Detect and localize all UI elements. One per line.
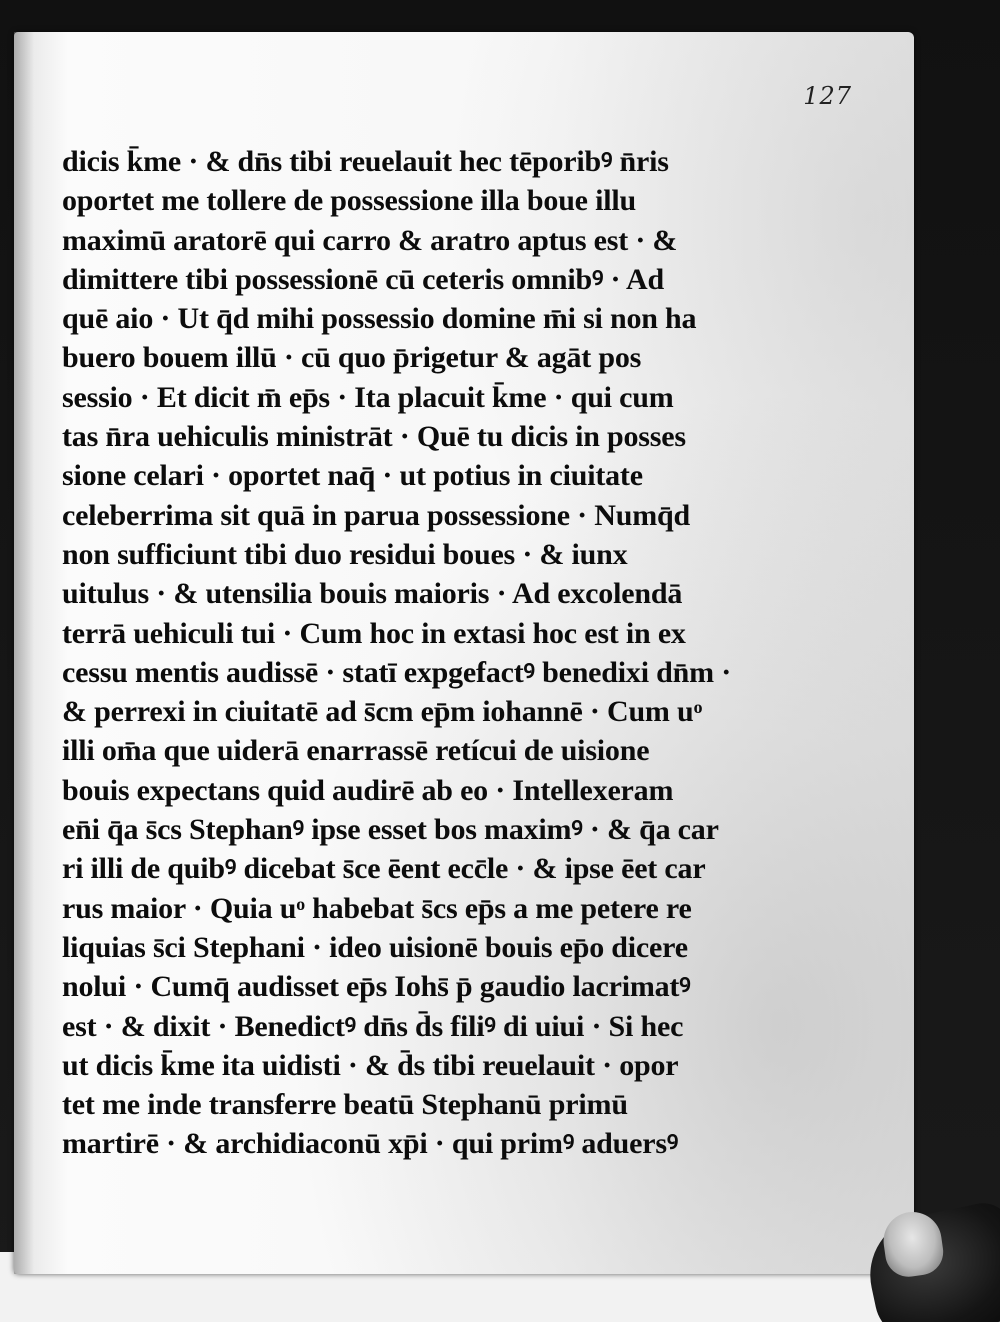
manuscript-line: uitulus · & utensilia bouis maioris · Ad excolendā [62, 577, 683, 611]
manuscript-line: cessu mentis audissē · statī expgefactꝰ benedixi dn̄m · [62, 655, 732, 689]
folio-number: 127 [803, 82, 852, 110]
manuscript-line: bouis expectans quid audirē ab eo · Intellexeram [62, 773, 674, 807]
manuscript-line: & perrexi in ciuitatē ad s̄cm ep̄m iohannē · Cum uͦ [62, 695, 703, 729]
manuscript-page [14, 32, 914, 1274]
manuscript-line: en̄i q̄a s̄cs Stephanꝰ ipse esset bos maximꝰ · & q̄a car [62, 813, 719, 847]
manuscript-line: celeberrima sit quā in parua possessione · Numq̄d [62, 498, 690, 532]
manuscript-line: martirē · & archidiaconū xp̄i · qui primꝰ aduersꝰ [62, 1127, 679, 1161]
manuscript-line: oportet me tollere de possessione illa boue illu [62, 184, 636, 218]
manuscript-line: dimittere tibi possessionē cū ceteris omnibꝰ · Ad [62, 262, 664, 296]
manuscript-line: nolui · Cumq̄ audisset ep̄s Iohs̄ p̄ gaudio lacrimatꝰ [62, 970, 691, 1004]
page-spine-shadow [14, 32, 34, 1274]
manuscript-line: dicis k̄me · & dn̄s tibi reuelauit hec tēporibꝰ n̄ris [62, 145, 669, 178]
manuscript-line: sione celari · oportet naq̄ · ut potius in ciuitate [62, 459, 643, 493]
manuscript-line: illi om̄a que uiderā enarrassē retícui de uisione [62, 734, 650, 768]
manuscript-line: ut dicis k̄me ita uidisti · & d̄s tibi reuelauit · opor [62, 1048, 679, 1082]
manuscript-line: liquias s̄ci Stephani · ideo uisionē bouis ep̄o dicere [62, 930, 688, 964]
manuscript-line: terrā uehiculi tui · Cum hoc in extasi hoc est in ex [62, 616, 686, 650]
manuscript-line: quē aio · Ut q̄d mihi possessio domine m̄i si non ha [62, 302, 697, 336]
manuscript-line: est · & dixit · Benedictꝰ dn̄s d̄s filiꝰ di uiui · Si hec [62, 1009, 684, 1043]
manuscript-line: tas n̄ra uehiculis ministrāt · Quē tu dicis in posses [62, 420, 686, 454]
manuscript-line: tet me inde transferre beatū Stephanū primū [62, 1088, 628, 1122]
manuscript-text-block [62, 142, 842, 1164]
manuscript-line: rus maior · Quia uͦ habebat s̄cs ep̄s a me petere re [62, 891, 692, 925]
manuscript-line: non sufficiunt tibi duo residui boues · & iunx [62, 537, 628, 571]
manuscript-line: ri illi de quibꝰ dicebat s̄ce ēent ecc̄le · & ipse ēet car [62, 852, 706, 886]
manuscript-line: sessio · Et dicit m̄ ep̄s · Ita placuit k̄me · qui cum [62, 380, 674, 414]
manuscript-line: maximū aratorē qui carro & aratro aptus est · & [62, 223, 678, 257]
manuscript-line: buero bouem illū · cū quo p̄rigetur & agāt pos [62, 341, 642, 375]
